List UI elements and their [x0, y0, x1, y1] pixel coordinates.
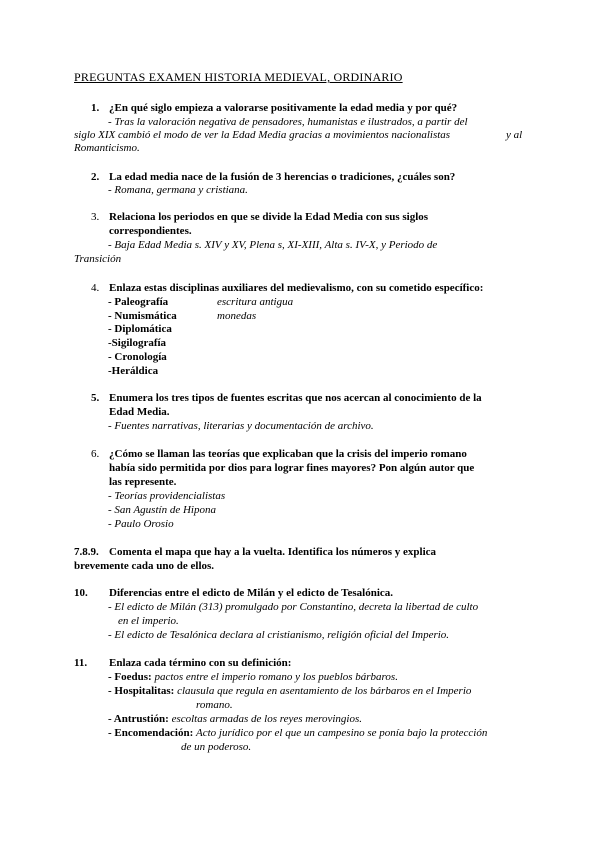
list-item: -Sigilografía — [108, 337, 167, 349]
list-item: - Diplomática — [108, 323, 172, 335]
answer-text: - San Agustín de Hipona — [108, 504, 216, 516]
list-item: - Cronología — [108, 351, 167, 363]
question-number: 1. — [91, 102, 100, 114]
list-item — [108, 670, 398, 684]
answer-text: - Baja Edad Media s. XIV y XV, Plena s, XI-XIII, Alta s. IV-X, y Periodo de — [108, 239, 438, 251]
term-definition: clausula que regula en asentamiento de los bárbaros en el Imperio — [177, 685, 472, 697]
list-item-definition: monedas — [217, 310, 257, 322]
question-text: Enlaza cada término con su definición: — [109, 657, 292, 669]
question-number: 2. — [91, 171, 100, 183]
answer-text: - El edicto de Milán (313) promulgado por Constantino, decreta la libertad de culto — [108, 601, 479, 613]
term-label: - Encomendación: — [108, 727, 194, 739]
answer-text: - Paulo Orosio — [108, 518, 174, 530]
question-text: Relaciona los periodos en que se divide la Edad Media con sus siglos — [109, 211, 429, 223]
answer-text: en el imperio. — [118, 615, 179, 627]
question-text: Diferencias entre el edicto de Milán y el edicto de Tesalónica. — [109, 587, 394, 599]
page-title: PREGUNTAS EXAMEN HISTORIA MEDIEVAL, ORDINARIO — [74, 70, 403, 84]
list-item: -Heráldica — [108, 365, 159, 377]
list-item — [108, 726, 487, 740]
answer-text: Transición — [74, 253, 122, 265]
answer-text: Romanticismo. — [74, 142, 140, 154]
term-label: - Foedus: — [108, 671, 152, 683]
question-number: 7.8.9. — [74, 546, 99, 558]
question-text: había sido permitida por dios para lograr fines mayores? Pon algún autor que — [109, 462, 475, 474]
question-text: La edad media nace de la fusión de 3 herencias o tradiciones, ¿cuáles son? — [109, 171, 456, 183]
term-definition: pactos entre el imperio romano y los pueblos bárbaros. — [154, 671, 398, 683]
list-item — [108, 712, 362, 726]
answer-text: - Tras la valoración negativa de pensadores, humanistas e ilustrados, a partir del — [108, 116, 468, 128]
answer-text: - Teorías providencialistas — [108, 490, 226, 502]
question-text: Enlaza estas disciplinas auxiliares del medievalismo, con su cometido específico: — [109, 282, 484, 294]
term-definition: escoltas armadas de los reyes merovingios. — [171, 713, 362, 725]
question-text: Comenta el mapa que hay a la vuelta. Identifica los números y explica — [109, 546, 437, 558]
question-number: 11. — [74, 657, 88, 669]
term-definition: romano. — [196, 699, 233, 711]
answer-text: - Romana, germana y cristiana. — [108, 184, 248, 196]
list-item — [108, 684, 471, 698]
question-number: 4. — [91, 282, 100, 294]
list-item: - Numismática — [108, 310, 177, 322]
question-text: correspondientes. — [109, 225, 192, 237]
answer-text: siglo XIX cambió el modo de ver la Edad Media gracias a movimientos nacionalistas — [74, 129, 451, 141]
term-definition: Acto jurídico por el que un campesino se ponía bajo la protección — [196, 727, 488, 739]
question-text: las represente. — [109, 476, 177, 488]
question-text: Enumera los tres tipos de fuentes escritas que nos acercan al conocimiento de la — [109, 392, 482, 404]
answer-text: - Fuentes narrativas, literarias y documentación de archivo. — [108, 420, 374, 432]
answer-text: y al — [506, 129, 523, 141]
question-text: ¿En qué siglo empieza a valorarse positivamente la edad media y por qué? — [109, 102, 458, 114]
term-definition: de un poderoso. — [181, 741, 252, 753]
term-label: - Antrustión: — [108, 713, 169, 725]
answer-text: - El edicto de Tesalónica declara al cristianismo, religión oficial del Imperio. — [108, 629, 450, 641]
list-item-definition: escritura antigua — [217, 296, 294, 308]
term-label: - Hospitalitas: — [108, 685, 175, 697]
question-number: 5. — [91, 392, 100, 404]
question-text: brevemente cada uno de ellos. — [74, 560, 215, 572]
question-number: 3. — [91, 211, 100, 223]
question-number: 10. — [74, 587, 88, 599]
question-text: Edad Media. — [109, 406, 170, 418]
list-item: - Paleografía — [108, 296, 169, 308]
question-number: 6. — [91, 448, 100, 460]
question-text: ¿Cómo se llaman las teorías que explicaban que la crisis del imperio romano — [109, 448, 467, 460]
